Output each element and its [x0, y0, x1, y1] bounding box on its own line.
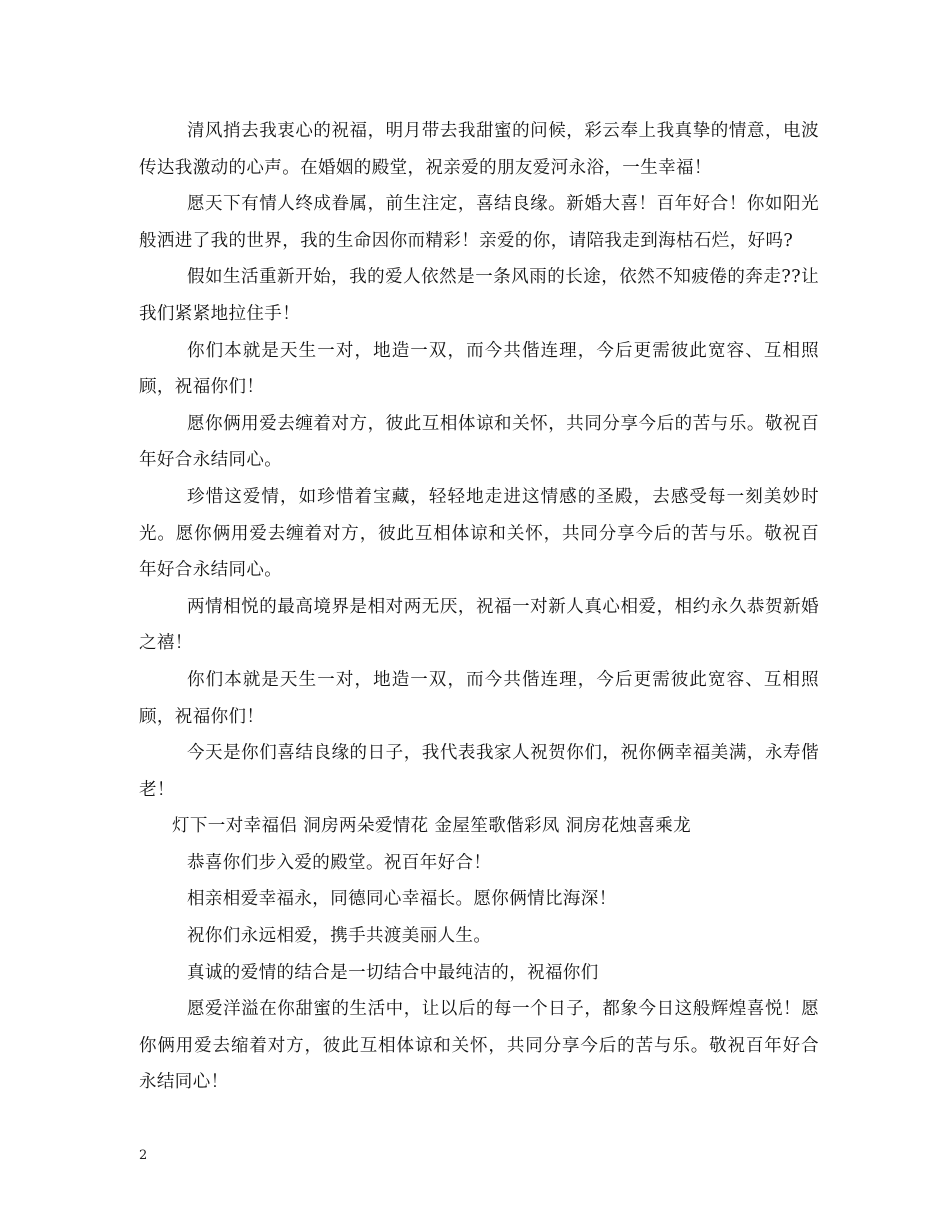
paragraph: 假如生活重新开始，我的爱人依然是一条风雨的长途，依然不知疲倦的奔走??让我们紧紧地拉住手！ [139, 267, 819, 324]
paragraph: 你们本就是天生一对，地造一双，而今共偕连理，今后更需彼此宽容、互相照顾，祝福你们！ [139, 669, 819, 727]
paragraph: 珍惜这爱情，如珍惜着宝藏，轻轻地走进这情感的圣殿，去感受每一刻美妙时光。愿你俩用爱去缠着对方，彼此互相体谅和关怀，共同分享今后的苦与乐。敬祝百年好合永结同心。 [139, 486, 819, 581]
paragraph: 愿爱洋溢在你甜蜜的生活中，让以后的每一个日子，都象今日这般辉煌喜悦！愿你俩用爱去缩着对方，彼此互相体谅和关怀，共同分享今后的苦与乐。敬祝百年好合永结同心！ [139, 999, 819, 1093]
paragraph: 愿你俩用爱去缠着对方，彼此互相体谅和关怀，共同分享今后的苦与乐。敬祝百年好合永结同心。 [139, 413, 819, 471]
paragraph: 两情相悦的最高境界是相对两无厌，祝福一对新人真心相爱，相约永久恭贺新婚之禧！ [139, 596, 819, 654]
couplet-line: 灯下一对幸福侣 洞房两朵爱情花 金屋笙歌偕彩凤 洞房花烛喜乘龙 [172, 816, 692, 837]
paragraph: 今天是你们喜结良缘的日子，我代表我家人祝贺你们，祝你俩幸福美满，永寿偕老！ [139, 743, 819, 800]
paragraph: 恭喜你们步入爱的殿堂。祝百年好合！ [187, 852, 492, 873]
paragraph: 祝你们永远相爱，携手共渡美丽人生。 [187, 926, 492, 947]
paragraph: 真诚的爱情的结合是一切结合中最纯洁的，祝福你们 [187, 962, 599, 983]
paragraph: 相亲相爱幸福永，同德同心幸福长。愿你俩情比海深！ [187, 889, 617, 910]
page-number: 2 [139, 1148, 148, 1163]
document-body [139, 113, 819, 1101]
paragraph: 清风捎去我衷心的祝福，明月带去我甜蜜的问候，彩云奉上我真挚的情意，电波传达我激动的心声。在婚姻的殿堂，祝亲爱的朋友爱河永浴，一生幸福！ [139, 121, 819, 178]
paragraph: 愿天下有情人终成眷属，前生注定，喜结良缘。新婚大喜！百年好合！你如阳光般洒进了我的世界，我的生命因你而精彩！亲爱的你，请陪我走到海枯石烂，好吗? [139, 194, 819, 251]
paragraph: 你们本就是天生一对，地造一双，而今共偕连理，今后更需彼此宽容、互相照顾，祝福你们！ [139, 340, 819, 398]
